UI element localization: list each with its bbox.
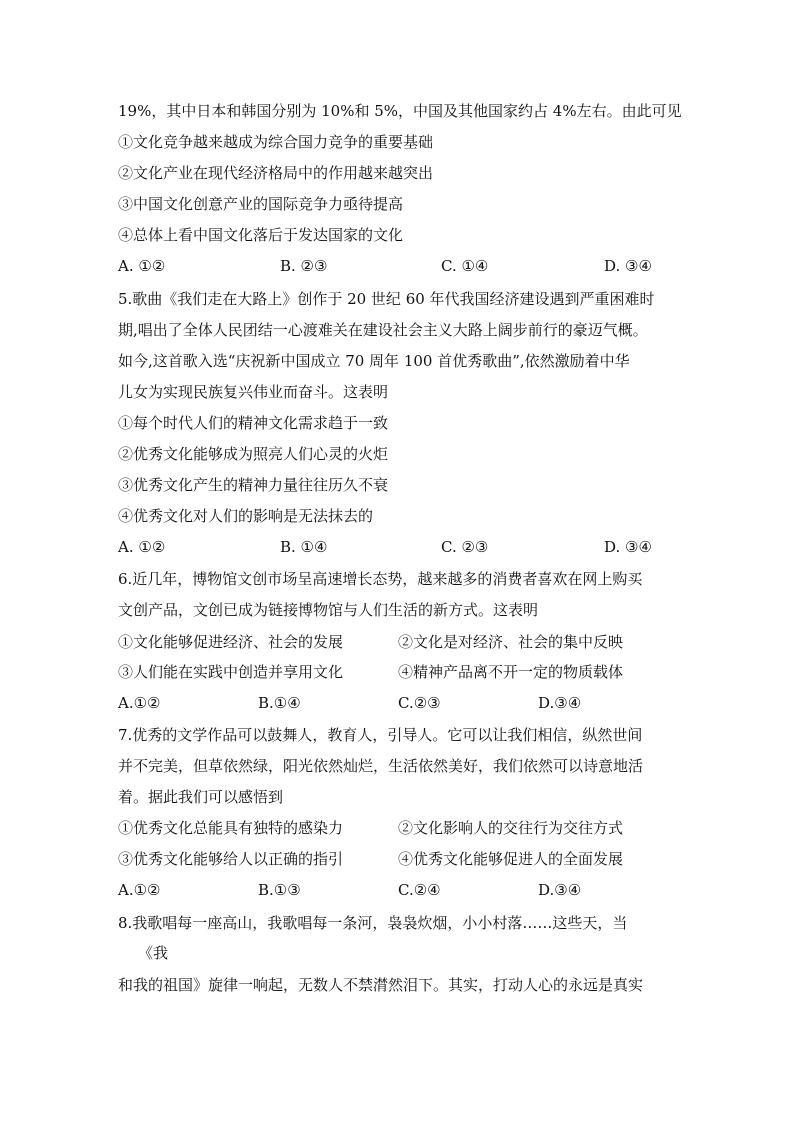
option-a: A.①② [118,881,161,899]
question-5-line: 5.歌曲《我们走在大路上》创作于 20 世纪 60 年代我国经济建设遇到严重困难时 [118,290,655,308]
statement-line: ③中国文化创意产业的国际竞争力亟待提高 [118,195,404,213]
question-8-line: 和我的祖国》旋律一响起，无数人不禁潸然泪下。其实，打动人心的永远是真实 [118,976,644,994]
option-a: A.①② [118,694,161,712]
statement-line: ②文化影响人的交往行为交往方式 [398,819,624,837]
option-d: D. ③④ [604,257,652,275]
statement-line: ③优秀文化能够给人以正确的指引 [118,850,344,868]
statement-line: ③人们能在实践中创造并享用文化 [118,663,344,681]
statement-line: ①优秀文化总能具有独特的感染力 [118,819,344,837]
statement-line: ①文化能够促进经济、社会的发展 [118,633,344,651]
question-7-line: 7.优秀的文学作品可以鼓舞人，教育人，引导人。它可以让我们相信，纵然世间 [118,726,643,744]
option-c: C. ①④ [441,257,489,275]
option-a: A. ①② [118,538,166,556]
option-b: B. ①④ [280,538,328,556]
question-6-line: 文创产品，文创已成为链接博物馆与人们生活的新方式。这表明 [118,601,539,619]
statement-line: ③优秀文化产生的精神力量往往历久不衰 [118,476,389,494]
statement-line: ②文化产业在现代经济格局中的作用越来越突出 [118,164,434,182]
statement-line: ①文化竞争越来越成为综合国力竞争的重要基础 [118,133,434,151]
question-7-line: 并不完美，但草依然绿，阳光依然灿烂，生活依然美好，我们依然可以诗意地活 [118,757,644,775]
statement-line: ①每个时代人们的精神文化需求趋于一致 [118,414,389,432]
question-8-line: 《我 [138,944,169,962]
option-b: B. ②③ [280,257,328,275]
statement-line: ④优秀文化对人们的影响是无法抹去的 [118,507,374,525]
question-6-line: 6.近几年，博物馆文创市场呈高速增长态势，越来越多的消费者喜欢在网上购买 [118,570,643,588]
option-d: D.③④ [538,694,582,712]
question-5-line: 如今,这首歌入选“庆祝新中国成立 70 周年 100 首优秀歌曲”,依然激励着中华 [118,352,630,370]
statement-line: ④精神产品离不开一定的物质载体 [398,663,624,681]
option-d: D.③④ [538,881,582,899]
question-5-line: 儿女为实现民族复兴伟业而奋斗。这表明 [118,383,389,401]
option-d: D. ③④ [604,538,652,556]
question-7-line: 着。据此我们可以感悟到 [118,788,284,806]
option-c: C. ②③ [441,538,489,556]
option-a: A. ①② [118,257,166,275]
statement-line: ②优秀文化能够成为照亮人们心灵的火炬 [118,445,389,463]
statement-line: ④总体上看中国文化落后于发达国家的文化 [118,226,404,244]
paragraph-line: 19%，其中日本和韩国分别为 10%和 5%，中国及其他国家约占 4%左右。由此可见 [118,102,682,120]
option-b: B.①③ [258,881,301,899]
option-c: C.②③ [398,694,441,712]
question-5-line: 期,唱出了全体人民团结一心渡难关在建设社会主义大路上阔步前行的豪迈气概。 [118,321,648,339]
option-c: C.②④ [398,881,441,899]
option-b: B.①④ [258,694,301,712]
statement-line: ②文化是对经济、社会的集中反映 [398,633,624,651]
statement-line: ④优秀文化能够促进人的全面发展 [398,850,624,868]
question-8-line: 8.我歌唱每一座高山，我歌唱每一条河，袅袅炊烟，小小村落……这些天，当 [118,914,628,932]
